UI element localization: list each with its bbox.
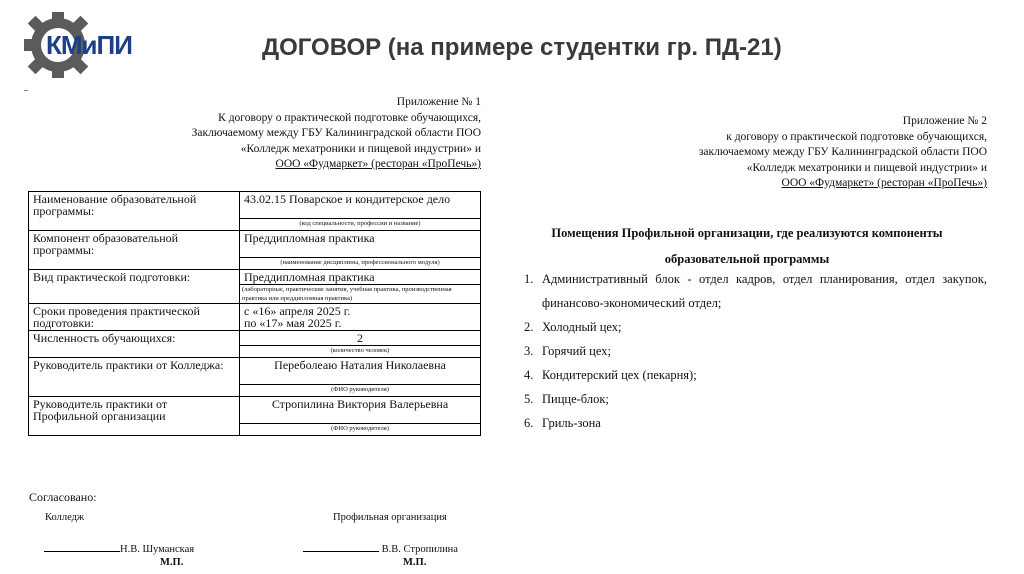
appendix2-line: Приложение № 2: [902, 115, 987, 127]
list-text: Гриль-зона: [542, 416, 601, 430]
college-signer: Н.В. Шуманская: [120, 544, 195, 555]
appendix1-line: Заключаемому между ГБУ Калининградской области ПОО: [191, 127, 481, 139]
row-hint: (ФИО руководителя): [240, 424, 481, 436]
row-label: Наименование образовательной программы:: [29, 192, 240, 231]
list-number: 2.: [524, 320, 534, 334]
row-value: Переболеаю Наталия Николаевна: [240, 358, 481, 385]
row-hint: (лабораторные, практические занятия, учебная практика, производственная практика или преддипломная практика): [240, 285, 481, 304]
appendix2-line: «Колледж мехатроники и пищевой индустрии» и: [746, 161, 987, 174]
appendix1-line: Приложение № 1: [396, 96, 481, 108]
org-signature: [303, 541, 458, 555]
list-number: 1.: [524, 272, 534, 286]
row-label: Руководитель практики от Колледжа:: [29, 358, 240, 397]
page-title: ДОГОВОР (на примере студентки гр. ПД-21): [262, 34, 782, 61]
list-text: Горячий цех;: [542, 344, 611, 358]
college-label: Колледж: [45, 512, 85, 523]
list-item: [524, 339, 987, 363]
college-signature: [44, 541, 194, 555]
table-row: [29, 270, 481, 285]
list-text: Холодный цех;: [542, 320, 622, 334]
org-signer: В.В. Стропилина: [381, 544, 458, 555]
list-text: Административный блок - отдел кадров, отдел планирования, отдел закупок, финансово-экономический отдел;: [542, 272, 987, 310]
signature-line: [44, 541, 120, 552]
row-value: 43.02.15 Поварское и кондитерское дело: [240, 192, 481, 219]
list-number: 5.: [524, 392, 534, 406]
section-title: [527, 220, 967, 272]
date-from: с «16» апреля 2025 г.: [244, 304, 351, 318]
list-text: Пицце-блок;: [542, 392, 609, 406]
list-number: 3.: [524, 344, 534, 358]
row-label: Компонент образовательной программы:: [29, 231, 240, 270]
list-text: Кондитерский цех (пекарня);: [542, 368, 697, 382]
row-value: [240, 304, 481, 331]
signature-line: [303, 541, 379, 552]
row-label: Численность обучающихся:: [29, 331, 240, 358]
college-stamp: М.П.: [160, 557, 184, 568]
row-value: 2: [240, 331, 481, 346]
list-item: [524, 267, 987, 315]
row-hint: (количество человек): [240, 346, 481, 358]
premises-list: [524, 267, 987, 435]
appendix2-line: заключаемому между ГБУ Калининградской области ПОО: [698, 146, 987, 158]
table-row: [29, 397, 481, 424]
row-label: Руководитель практики от Профильной организации: [29, 397, 240, 436]
appendix2-line: к договору о практической подготовке обучающихся,: [726, 130, 987, 143]
table-row: [29, 192, 481, 219]
row-label: Вид практической подготовки:: [29, 270, 240, 304]
list-item: [524, 315, 987, 339]
row-value: Преддипломная практика: [240, 231, 481, 258]
row-hint: (наименование дисциплины, профессионального модуля): [240, 258, 481, 270]
row-value: Преддипломная практика: [240, 270, 481, 285]
date-to: по «17» мая 2025 г.: [244, 316, 342, 330]
list-item: [524, 363, 987, 387]
row-hint: (код специальности, профессии и название): [240, 219, 481, 231]
logo-text: КМиПИ: [46, 30, 132, 60]
appendix2-header: [620, 114, 987, 192]
table-row: [29, 358, 481, 385]
appendix1-line: ООО «Фудмаркет» (ресторан «ПроПечь»): [275, 158, 481, 170]
agreed-label: Согласовано:: [29, 490, 97, 504]
list-item: [524, 387, 987, 411]
section-title-line: образовательной программы: [664, 252, 830, 266]
list-number: 6.: [524, 416, 534, 430]
row-label: Сроки проведения практической подготовки:: [29, 304, 240, 331]
table-row: [29, 231, 481, 258]
appendix1-line: К договору о практической подготовке обучающихся,: [218, 111, 481, 124]
list-number: 4.: [524, 368, 534, 382]
divider: [24, 90, 28, 91]
appendix2-line: ООО «Фудмаркет» (ресторан «ПроПечь»): [781, 177, 987, 189]
row-hint: (ФИО руководителя): [240, 385, 481, 397]
program-table: [28, 191, 481, 436]
appendix1-header: [145, 95, 481, 173]
list-item: [524, 411, 987, 435]
appendix1-line: «Колледж мехатроники и пищевой индустрии» и: [240, 142, 481, 155]
org-stamp: М.П.: [403, 557, 427, 568]
table-row: [29, 331, 481, 346]
table-row: [29, 304, 481, 331]
section-title-line: Помещения Профильной организации, где реализуются компоненты: [551, 226, 943, 240]
row-value: Стропилина Виктория Валерьевна: [240, 397, 481, 424]
org-label: Профильная организация: [333, 512, 447, 523]
